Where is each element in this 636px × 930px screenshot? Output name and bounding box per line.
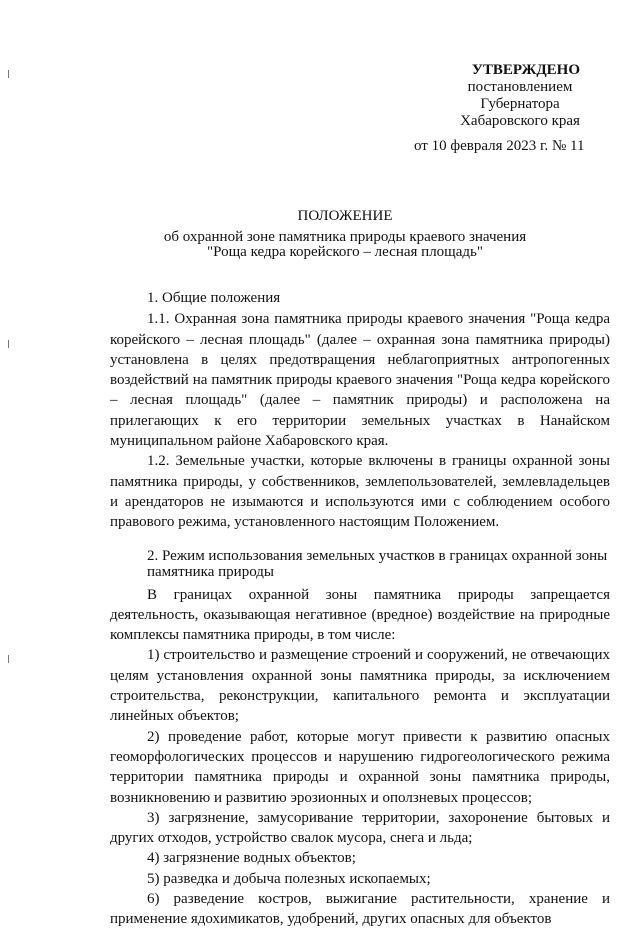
- section-title: 1. Общие положения: [147, 290, 281, 306]
- document-subtitle: об охранной зоне памятника природы краевого значения: [163, 229, 527, 245]
- paragraph: В границах охранной зоны памятника природы запрещается деятельность, оказывающая негативное (вредное) воздействие на природные комплексы памятника природы, в том числе:: [110, 586, 610, 644]
- document-heading: [120, 209, 570, 260]
- approval-line: Хабаровского края: [460, 113, 580, 129]
- list-item: 6) разведение костров, выжигание растительности, хранение и применение ядохимикатов, удобрений, других опасных для объектов: [110, 891, 610, 928]
- list-item: 3) загрязнение, замусоривание территории, захоронение бытовых и других отходов, устройство свалок мусора, снега и льда;: [110, 809, 610, 847]
- margin-mark: [8, 70, 9, 78]
- document-body: [110, 288, 610, 930]
- approval-title: УТВЕРЖДЕНО: [471, 62, 580, 78]
- section-title: 2. Режим использования земельных участков в границах охранной зоны памятника природы: [147, 547, 608, 580]
- paragraph: 1.1. Охранная зона памятника природы краевого значения "Роща кедра корейского – лесная площадь" (далее – охранная зона памятника природы) установлена в целях предотвращения неблагоприятных антропогенных воздействий на памятник природы краевого значения "Роща кедра корейского – лесная площадь" (далее – памятник природы) и расположена на прилегающих к его территории земельных участках в Нанайском муниципальном районе Хабаровского края.: [110, 311, 610, 450]
- margin-mark: [8, 340, 9, 348]
- approval-date: от 10 февраля 2023 г. № 11: [414, 138, 585, 154]
- list-item: 5) разведка и добыча полезных ископаемых;: [147, 870, 431, 887]
- document-subtitle: "Роща кедра корейского – лесная площадь": [207, 244, 483, 260]
- document-title: ПОЛОЖЕНИЕ: [297, 208, 393, 224]
- list-item: 2) проведение работ, которые могут привести к развитию опасных геоморфологических процессов и нарушению гидрогеологического режима территории памятника природы и охранной зоны памятника природы, возникновению и развитию эрозионных и оползневых процессов;: [110, 728, 610, 806]
- approval-line: Губернатора: [480, 96, 560, 112]
- list-item: 4) загрязнение водных объектов;: [147, 850, 356, 867]
- paragraph: 1.2. Земельные участки, которые включены в границы охранной зоны памятника природы, у собственников, землепользователей, землевладельцев и арендаторов не изымаются и используются ими с соблюдением особого правового режима, установленного настоящим Положением.: [110, 453, 610, 531]
- margin-mark: [8, 655, 9, 663]
- list-item: 1) строительство и размещение строений и сооружений, не отвечающих целям установления охранной зоны памятника природы, за исключением строительства, реконструкции, капитального ремонта и эксплуатации линейных объектов;: [110, 647, 610, 725]
- approval-line: постановлением: [467, 79, 573, 95]
- approval-block: [414, 62, 620, 155]
